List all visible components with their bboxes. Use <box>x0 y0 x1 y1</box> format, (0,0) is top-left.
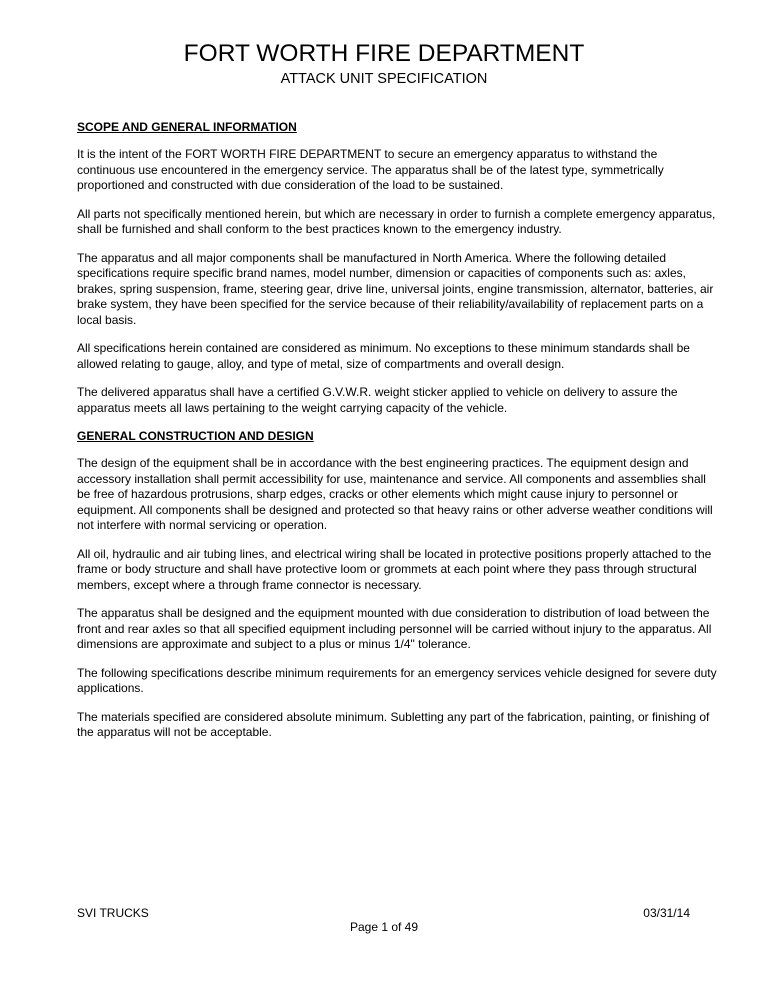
section-construction <box>77 429 717 741</box>
paragraph: All oil, hydraulic and air tubing lines, and electrical wiring shall be located in protective positions properly attached to the frame or body structure and shall have protective loom or grommets at each point where they pass through structural members, except where a through frame connector is necessary. <box>77 546 712 592</box>
section-heading: SCOPE AND GENERAL INFORMATION <box>77 120 297 134</box>
paragraph: It is the intent of the FORT WORTH FIRE DEPARTMENT to secure an emergency apparatus to withstand the continuous use encountered in the emergency service. The apparatus shall be of the latest type, symmetrically proportioned and constructed with due consideration of the load to be sustained. <box>77 147 664 192</box>
section-scope <box>77 120 717 416</box>
paragraph: The delivered apparatus shall have a certified G.V.W.R. weight sticker applied to vehicle on delivery to assure the apparatus meets all laws pertaining to the weight carrying capacity of the vehicle. <box>77 385 678 415</box>
paragraph: All specifications herein contained are considered as minimum. No exceptions to these minimum standards shall be allowed relating to gauge, alloy, and type of metal, size of compartments and overall design. <box>77 341 690 371</box>
paragraph: The apparatus shall be designed and the equipment mounted with due consideration to distribution of load between the front and rear axles so that all specified equipment including personnel will be carried without injury to the apparatus. All dimensions are approximate and subject to a plus or minus 1/4" tolerance. <box>77 606 712 651</box>
page-number: Page 1 of 49 <box>349 920 419 934</box>
paragraph: The following specifications describe minimum requirements for an emergency services vehicle designed for severe duty applications. <box>77 665 717 695</box>
section-heading: GENERAL CONSTRUCTION AND DESIGN <box>77 429 314 443</box>
document-title: FORT WORTH FIRE DEPARTMENT <box>183 40 585 67</box>
paragraph: The materials specified are considered absolute minimum. Subletting any part of the fabrication, painting, or finishing of the apparatus will not be acceptable. <box>77 709 710 739</box>
footer-company: SVI TRUCKS <box>77 906 149 920</box>
paragraph: The design of the equipment shall be in accordance with the best engineering practices. The equipment design and accessory installation shall permit accessibility for use, maintenance and service. All components and assemblies shall be free of hazardous protrusions, sharp edges, cracks or other elements which might cause injury to personnel or equipment. All components shall be designed and protected so that heavy rains or other adverse weather conditions will not interfere with normal servicing or operation. <box>77 456 713 532</box>
footer-date: 03/31/14 <box>643 906 690 920</box>
document-body <box>77 120 717 754</box>
document-subtitle: ATTACK UNIT SPECIFICATION <box>280 71 488 87</box>
paragraph: All parts not specifically mentioned herein, but which are necessary in order to furnish a complete emergency apparatus, shall be furnished and shall conform to the best practices known to the emergency industry. <box>77 206 716 236</box>
paragraph: The apparatus and all major components shall be manufactured in North America. Where the following detailed specifications require specific brand names, model number, dimension or capacities of components such as: axles, brakes, spring suspension, frame, steering gear, drive line, universal joints, engine transmission, alternator, batteries, air brake system, they have been specified for the service because of their reliability/availability of replacement parts on a local basis. <box>77 250 714 327</box>
